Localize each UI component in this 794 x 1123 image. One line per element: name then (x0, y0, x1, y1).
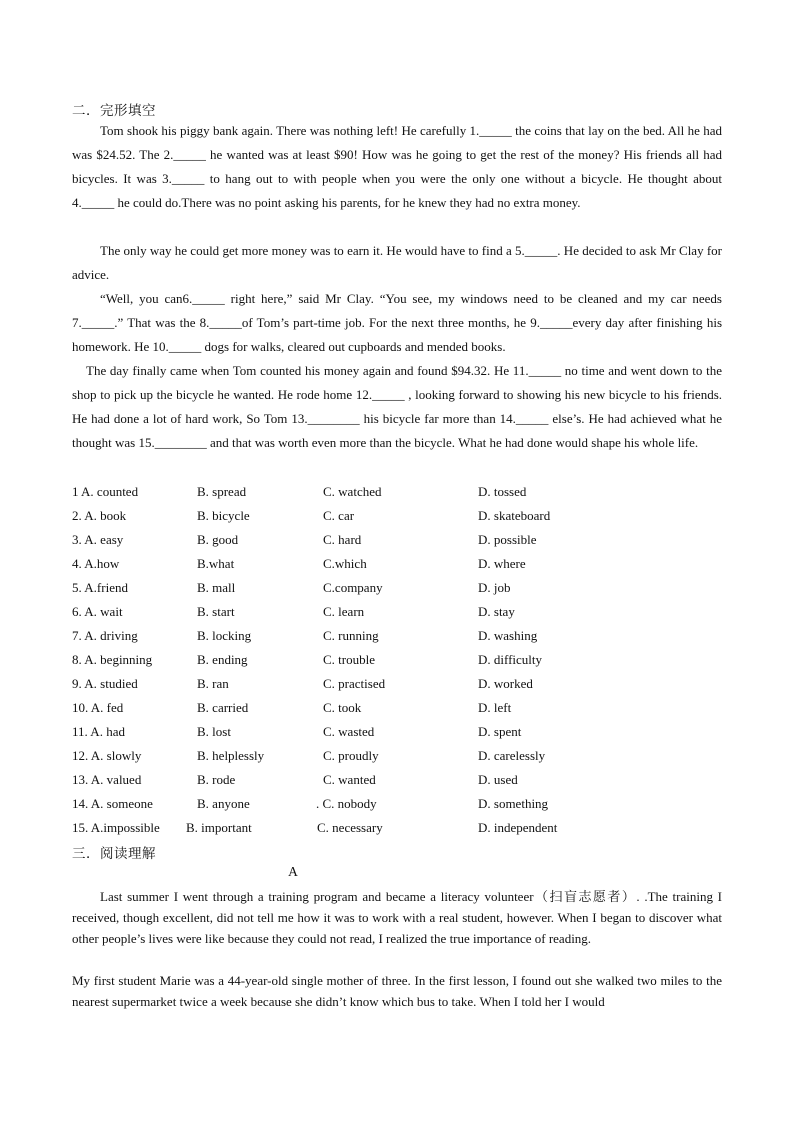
option-a: 14. A. someone (72, 796, 153, 811)
option-d: D. carelessly (478, 748, 546, 763)
cloze-section-heading: 二．完形填空 (72, 103, 156, 119)
option-row (72, 696, 722, 720)
option-d: D. worked (478, 676, 533, 691)
option-d: D. skateboard (478, 508, 551, 523)
option-row (72, 528, 722, 552)
option-a: 3. A. easy (72, 532, 124, 547)
option-a: 12. A. slowly (72, 748, 142, 763)
option-a: 15. A.impossible (72, 820, 160, 835)
option-d: D. independent (478, 820, 558, 835)
cloze-paragraph-3: “Well, you can6._____ right here,” said Mr Clay. “You see, my windows need to be cleaned and my car needs 7._____.” That was the 8._____of Tom’s part-time job. For the next three months, he 9._____every day after finishing his homework. He 10._____ dogs for walks, cleared out cupboards and mended books. (72, 291, 722, 354)
option-a: 1 A. counted (72, 484, 139, 499)
passage-letter: A (288, 864, 298, 879)
option-row (72, 816, 722, 840)
option-a: 7. A. driving (72, 628, 138, 643)
option-c: C. running (323, 628, 379, 643)
option-c: C. wanted (323, 772, 376, 787)
option-d: D. possible (478, 532, 537, 547)
option-b: B. anyone (197, 796, 250, 811)
option-b: B. locking (197, 628, 252, 643)
option-c: C. wasted (323, 724, 375, 739)
option-row (72, 504, 722, 528)
option-a: 11. A. had (72, 724, 125, 739)
reading-paragraph-2: My first student Marie was a 44-year-old single mother of three. In the first lesson, I found out she walked two miles to the nearest supermarket twice a week because she didn’t know which bus to take. When I told her I would (72, 973, 722, 1009)
option-c: C. proudly (323, 748, 379, 763)
reading-section-heading: 三．阅读理解 (72, 846, 156, 862)
option-row (72, 552, 722, 576)
option-d: D. difficulty (478, 652, 543, 667)
option-row (72, 576, 722, 600)
option-b: B. lost (197, 724, 231, 739)
option-c: C. car (323, 508, 355, 523)
option-d: D. used (478, 772, 518, 787)
option-row (72, 600, 722, 624)
option-a: 5. A.friend (72, 580, 128, 595)
cloze-paragraph-2: The only way he could get more money was to earn it. He would have to find a 5._____. He decided to ask Mr Clay for advice. (72, 243, 722, 282)
option-b: B. ran (197, 676, 229, 691)
option-a: 10. A. fed (72, 700, 124, 715)
option-a: 6. A. wait (72, 604, 123, 619)
option-b: B. helplessly (197, 748, 265, 763)
option-d: D. left (478, 700, 512, 715)
option-c: C. took (323, 700, 362, 715)
reading-paragraph-1: Last summer I went through a training program and became a literacy volunteer（扫盲志愿者）. .The training I received, though excellent, did not tell me how it was to work with a real student, however. When I began to discover what other people’s lives were like because they could not read, I realized the true importance of reading. (72, 889, 722, 946)
option-c: C.which (323, 556, 367, 571)
option-c: C.company (323, 580, 383, 595)
option-d: D. washing (478, 628, 538, 643)
option-b: B. ending (197, 652, 248, 667)
option-d: D. spent (478, 724, 522, 739)
option-d: D. job (478, 580, 511, 595)
option-b: B. bicycle (197, 508, 250, 523)
cloze-options-list (72, 480, 722, 840)
option-row (72, 672, 722, 696)
option-d: D. stay (478, 604, 515, 619)
option-b: B. good (197, 532, 239, 547)
option-c: C. practised (323, 676, 386, 691)
option-a: 4. A.how (72, 556, 120, 571)
option-c: C. watched (323, 484, 382, 499)
option-b: B. carried (197, 700, 249, 715)
option-row (72, 744, 722, 768)
option-b: B. important (186, 820, 252, 835)
option-a: 13. A. valued (72, 772, 142, 787)
option-a: 9. A. studied (72, 676, 138, 691)
option-c: C. learn (323, 604, 365, 619)
option-b: B. spread (197, 484, 247, 499)
option-b: B. mall (197, 580, 236, 595)
option-row (72, 768, 722, 792)
option-b: B. start (197, 604, 235, 619)
option-d: D. where (478, 556, 526, 571)
option-row (72, 480, 722, 504)
option-a: 8. A. beginning (72, 652, 153, 667)
option-row (72, 792, 722, 816)
option-c: . C. nobody (316, 796, 377, 811)
option-c: C. trouble (323, 652, 375, 667)
option-b: B.what (197, 556, 235, 571)
option-b: B. rode (197, 772, 236, 787)
option-c: C. necessary (317, 820, 383, 835)
cloze-paragraph-1: Tom shook his piggy bank again. There was nothing left! He carefully 1._____ the coins that lay on the bed. All he had was $24.52. The 2._____ he wanted was at least $90! How was he going to get the rest of the money? His friends all had bicycles. It was 3._____ to hang out to with people when you were the only one without a bicycle. He thought about 4._____ he could do.There was no point asking his parents, for he knew they had no extra money. (72, 123, 722, 210)
option-row (72, 720, 722, 744)
option-d: D. tossed (478, 484, 527, 499)
option-a: 2. A. book (72, 508, 127, 523)
option-c: C. hard (323, 532, 362, 547)
cloze-paragraph-4: The day finally came when Tom counted his money again and found $94.32. He 11._____ no time and went down to the shop to pick up the bicycle he wanted. He rode home 12._____ , looking forward to showing his new bicycle to his friends. He had done a lot of hard work, So Tom 13.________ his bicycle far more than 14._____ else’s. He had achieved what he thought was 15.________ and that was worth even more than the bicycle. What he had done would shape his whole life. (72, 363, 722, 450)
option-d: D. something (478, 796, 549, 811)
option-row (72, 624, 722, 648)
option-row (72, 648, 722, 672)
